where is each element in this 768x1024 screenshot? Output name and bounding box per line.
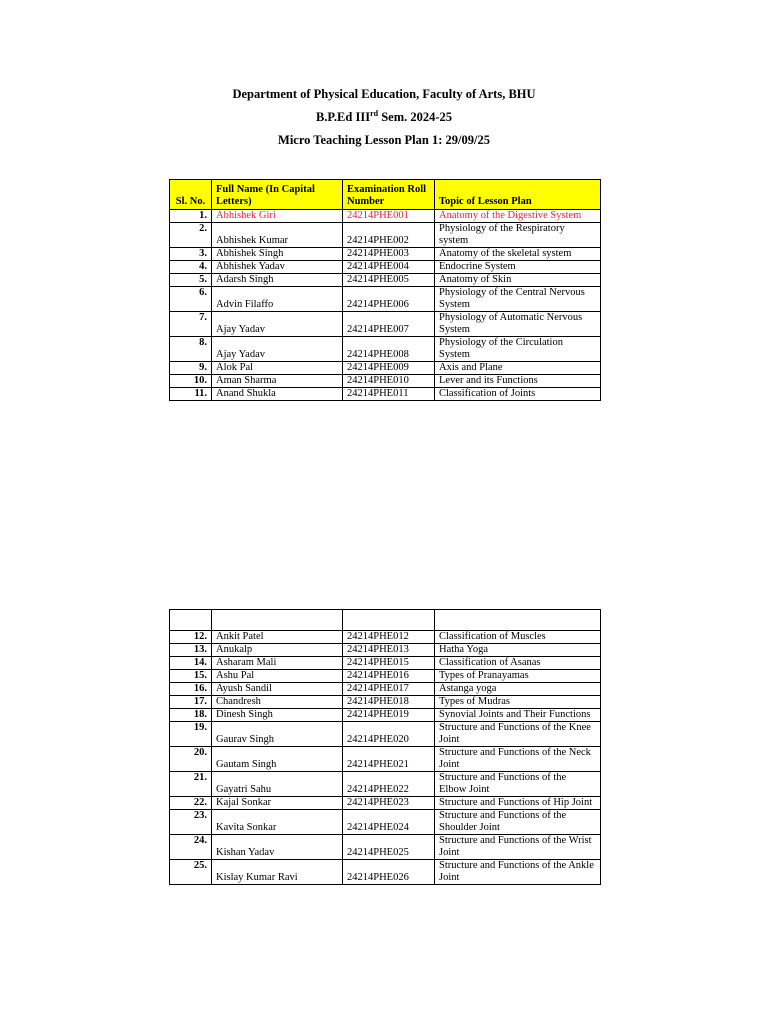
table-row — [170, 644, 601, 657]
table-row — [170, 670, 601, 683]
sl-no-cell: 17. — [170, 696, 212, 709]
full-name-cell: Gautam Singh — [212, 747, 343, 772]
topic-cell: Physiology of Automatic Nervous System — [435, 312, 601, 337]
topic-cell: Classification of Joints — [435, 388, 601, 401]
table-row — [170, 375, 601, 388]
roll-number-cell: 24214PHE010 — [343, 375, 435, 388]
roll-number-cell: 24214PHE025 — [343, 835, 435, 860]
table-row — [170, 797, 601, 810]
table-row — [170, 248, 601, 261]
full-name-cell: Anukalp — [212, 644, 343, 657]
topic-cell: Structure and Functions of Hip Joint — [435, 797, 601, 810]
full-name-cell: Anand Shukla — [212, 388, 343, 401]
sl-no-cell: 10. — [170, 375, 212, 388]
sl-no-cell: 18. — [170, 709, 212, 722]
roll-number-cell: 24214PHE013 — [343, 644, 435, 657]
full-name-cell: Ajay Yadav — [212, 337, 343, 362]
topic-cell: Physiology of the Respiratory system — [435, 223, 601, 248]
topic-cell: Structure and Functions of the Neck Joint — [435, 747, 601, 772]
roll-number-cell: 24214PHE006 — [343, 287, 435, 312]
sl-no-cell: 12. — [170, 631, 212, 644]
table-row — [170, 810, 601, 835]
roll-number-cell: 24214PHE005 — [343, 274, 435, 287]
blank-cell — [343, 610, 435, 631]
table-row — [170, 709, 601, 722]
sl-no-cell: 25. — [170, 860, 212, 885]
roll-number-cell: 24214PHE004 — [343, 261, 435, 274]
table-row — [170, 261, 601, 274]
sl-no-cell: 3. — [170, 248, 212, 261]
roll-number-cell: 24214PHE024 — [343, 810, 435, 835]
table-row — [170, 337, 601, 362]
sl-no-cell: 14. — [170, 657, 212, 670]
roll-number-cell: 24214PHE011 — [343, 388, 435, 401]
topic-cell: Axis and Plane — [435, 362, 601, 375]
topic-cell: Structure and Functions of the Shoulder Joint — [435, 810, 601, 835]
topic-cell: Classification of Asanas — [435, 657, 601, 670]
full-name-cell: Ashu Pal — [212, 670, 343, 683]
topic-cell: Astanga yoga — [435, 683, 601, 696]
full-name-cell: Ankit Patel — [212, 631, 343, 644]
sl-no-cell: 1. — [170, 210, 212, 223]
topic-cell: Endocrine System — [435, 261, 601, 274]
col-header-full-name: Full Name (In Capital Letters) — [212, 180, 343, 210]
topic-cell: Anatomy of the skeletal system — [435, 248, 601, 261]
sl-no-cell: 7. — [170, 312, 212, 337]
table-row — [170, 772, 601, 797]
roll-number-cell: 24214PHE012 — [343, 631, 435, 644]
table-row — [170, 696, 601, 709]
sl-no-cell: 8. — [170, 337, 212, 362]
lesson-plan-title: Micro Teaching Lesson Plan 1: 29/09/25 — [278, 133, 490, 147]
roll-number-cell: 24214PHE017 — [343, 683, 435, 696]
blank-cell — [212, 610, 343, 631]
sl-no-cell: 11. — [170, 388, 212, 401]
topic-cell: Structure and Functions of the Elbow Joint — [435, 772, 601, 797]
table-row — [170, 210, 601, 223]
full-name-cell: Aman Sharma — [212, 375, 343, 388]
topic-cell: Hatha Yoga — [435, 644, 601, 657]
full-name-cell: Adarsh Singh — [212, 274, 343, 287]
roll-number-cell: 24214PHE007 — [343, 312, 435, 337]
course-title-superscript: rd — [370, 108, 379, 118]
table-row — [170, 223, 601, 248]
table-row — [170, 683, 601, 696]
roll-number-cell: 24214PHE001 — [343, 210, 435, 223]
sl-no-cell: 22. — [170, 797, 212, 810]
sl-no-cell: 6. — [170, 287, 212, 312]
topic-cell: Types of Mudras — [435, 696, 601, 709]
course-title — [0, 110, 768, 125]
topic-cell: Anatomy of the Digestive System — [435, 210, 601, 223]
blank-cell — [435, 610, 601, 631]
sl-no-cell: 24. — [170, 835, 212, 860]
table-row — [170, 860, 601, 885]
full-name-cell: Ajay Yadav — [212, 312, 343, 337]
full-name-cell: Abhishek Yadav — [212, 261, 343, 274]
full-name-cell: Kajal Sonkar — [212, 797, 343, 810]
col-header-sl-no: Sl. No. — [170, 180, 212, 210]
lesson-plan-table-2 — [169, 609, 601, 885]
full-name-cell: Chandresh — [212, 696, 343, 709]
course-title-prefix: B.P.Ed III — [315, 110, 371, 124]
blank-row — [170, 610, 601, 631]
department-title: Department of Physical Education, Faculty of Arts, BHU — [232, 87, 536, 101]
full-name-cell: Advin Filaffo — [212, 287, 343, 312]
table-header-row — [170, 180, 601, 210]
full-name-cell: Kishan Yadav — [212, 835, 343, 860]
table-row — [170, 631, 601, 644]
topic-cell: Classification of Muscles — [435, 631, 601, 644]
full-name-cell: Abhishek Kumar — [212, 223, 343, 248]
col-header-roll-number: Examination Roll Number — [343, 180, 435, 210]
roll-number-cell: 24214PHE016 — [343, 670, 435, 683]
roll-number-cell: 24214PHE008 — [343, 337, 435, 362]
topic-cell: Anatomy of Skin — [435, 274, 601, 287]
roll-number-cell: 24214PHE020 — [343, 722, 435, 747]
sl-no-cell: 5. — [170, 274, 212, 287]
roll-number-cell: 24214PHE018 — [343, 696, 435, 709]
table-row — [170, 287, 601, 312]
lesson-plan-table-1 — [169, 179, 601, 401]
table-row — [170, 722, 601, 747]
blank-cell — [170, 610, 212, 631]
full-name-cell: Asharam Mali — [212, 657, 343, 670]
full-name-cell: Gaurav Singh — [212, 722, 343, 747]
table-2-body — [170, 610, 601, 885]
full-name-cell: Abhishek Giri — [212, 210, 343, 223]
roll-number-cell: 24214PHE021 — [343, 747, 435, 772]
roll-number-cell: 24214PHE023 — [343, 797, 435, 810]
sl-no-cell: 13. — [170, 644, 212, 657]
sl-no-cell: 2. — [170, 223, 212, 248]
topic-cell: Structure and Functions of the Wrist Joint — [435, 835, 601, 860]
roll-number-cell: 24214PHE009 — [343, 362, 435, 375]
roll-number-cell: 24214PHE022 — [343, 772, 435, 797]
table-1-body — [170, 210, 601, 401]
full-name-cell: Kavita Sonkar — [212, 810, 343, 835]
sl-no-cell: 4. — [170, 261, 212, 274]
full-name-cell: Ayush Sandil — [212, 683, 343, 696]
topic-cell: Types of Pranayamas — [435, 670, 601, 683]
full-name-cell: Dinesh Singh — [212, 709, 343, 722]
sl-no-cell: 21. — [170, 772, 212, 797]
sl-no-cell: 16. — [170, 683, 212, 696]
roll-number-cell: 24214PHE015 — [343, 657, 435, 670]
roll-number-cell: 24214PHE026 — [343, 860, 435, 885]
table-row — [170, 657, 601, 670]
full-name-cell: Gayatri Sahu — [212, 772, 343, 797]
sl-no-cell: 9. — [170, 362, 212, 375]
table-row — [170, 312, 601, 337]
full-name-cell: Alok Pal — [212, 362, 343, 375]
sl-no-cell: 20. — [170, 747, 212, 772]
sl-no-cell: 19. — [170, 722, 212, 747]
full-name-cell: Abhishek Singh — [212, 248, 343, 261]
table-row — [170, 362, 601, 375]
roll-number-cell: 24214PHE019 — [343, 709, 435, 722]
roll-number-cell: 24214PHE003 — [343, 248, 435, 261]
table-row — [170, 835, 601, 860]
course-title-suffix: Sem. 2024-25 — [378, 110, 453, 124]
topic-cell: Lever and its Functions — [435, 375, 601, 388]
table-row — [170, 274, 601, 287]
table-row — [170, 747, 601, 772]
topic-cell: Structure and Functions of the Knee Joint — [435, 722, 601, 747]
topic-cell: Synovial Joints and Their Functions — [435, 709, 601, 722]
sl-no-cell: 15. — [170, 670, 212, 683]
topic-cell: Physiology of the Central Nervous System — [435, 287, 601, 312]
topic-cell: Structure and Functions of the Ankle Joint — [435, 860, 601, 885]
sl-no-cell: 23. — [170, 810, 212, 835]
topic-cell: Physiology of the Circulation System — [435, 337, 601, 362]
roll-number-cell: 24214PHE002 — [343, 223, 435, 248]
table-row — [170, 388, 601, 401]
full-name-cell: Kislay Kumar Ravi — [212, 860, 343, 885]
col-header-topic: Topic of Lesson Plan — [435, 180, 601, 210]
